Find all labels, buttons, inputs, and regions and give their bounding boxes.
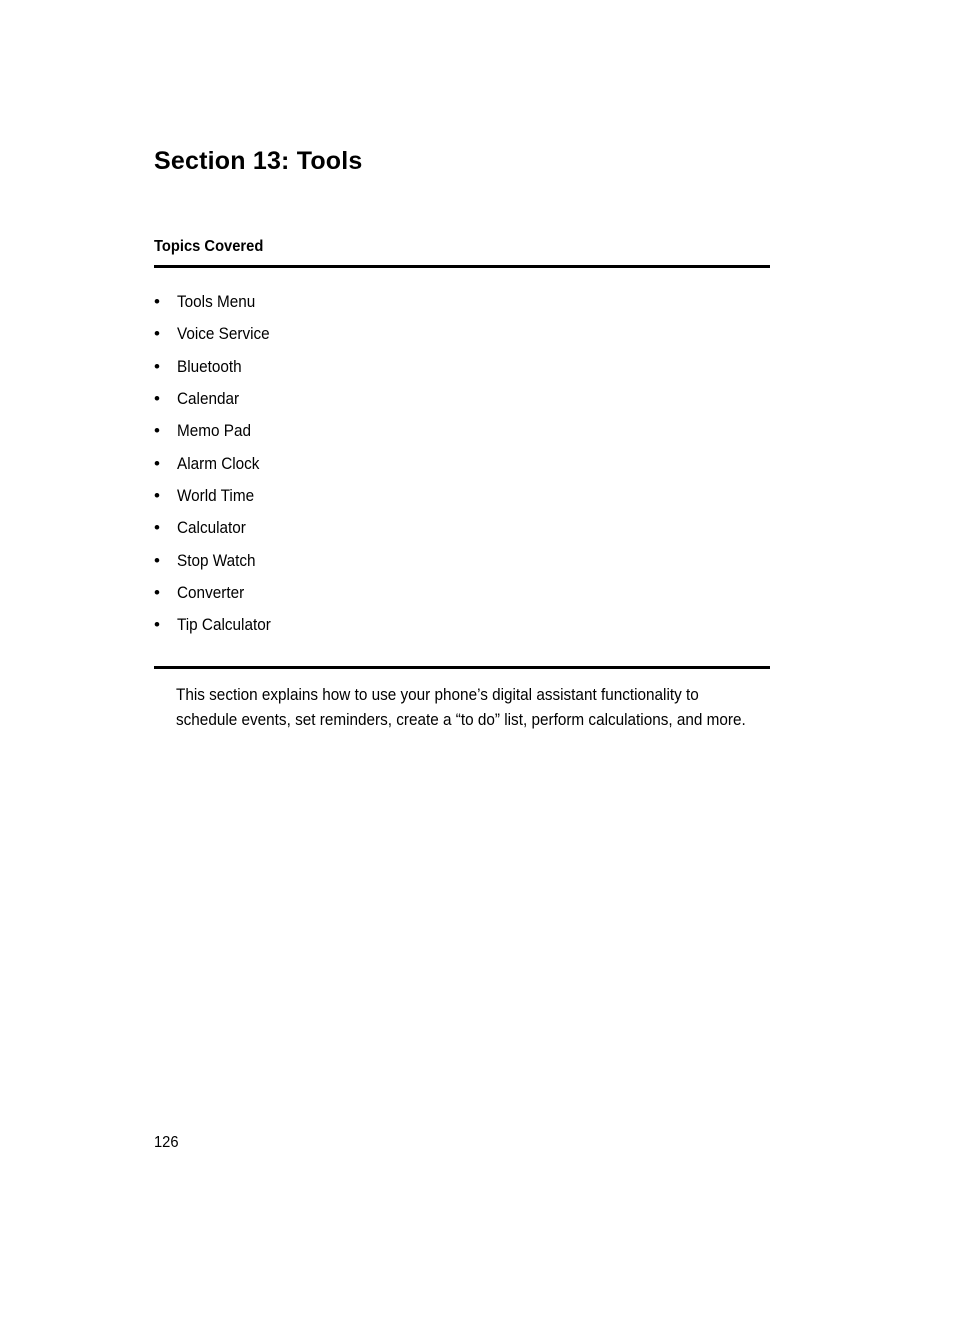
topic-tip-calculator: Tip Calculator — [177, 615, 271, 635]
topic-tools-menu: Tools Menu — [177, 292, 256, 312]
list-item — [154, 609, 281, 641]
list-item — [154, 318, 281, 350]
page-number: 126 — [154, 1134, 179, 1151]
topic-converter: Converter — [177, 582, 245, 602]
topics-heading: Topics Covered — [154, 238, 264, 255]
list-item — [154, 447, 281, 479]
topics-bottom-divider — [154, 666, 770, 669]
list-item — [154, 577, 281, 609]
page-title: Section 13: Tools — [154, 147, 363, 175]
bullet-icon: • — [154, 389, 160, 409]
bullet-icon: • — [154, 356, 160, 376]
bullet-icon: • — [154, 518, 160, 538]
topic-calendar: Calendar — [177, 389, 240, 409]
bullet-icon: • — [154, 453, 160, 473]
topic-stop-watch: Stop Watch — [177, 550, 256, 570]
list-item — [154, 415, 281, 447]
topic-memo-pad: Memo Pad — [177, 421, 251, 441]
list-item — [154, 480, 281, 512]
list-item — [154, 351, 281, 383]
bullet-icon: • — [154, 615, 160, 635]
topics-top-divider — [154, 265, 770, 268]
topic-world-time: World Time — [177, 485, 255, 505]
topic-calculator: Calculator — [177, 518, 246, 538]
topics-list — [154, 286, 281, 641]
topic-alarm-clock: Alarm Clock — [177, 453, 260, 473]
list-item — [154, 512, 281, 544]
list-item — [154, 544, 281, 576]
list-item — [154, 286, 281, 318]
bullet-icon: • — [154, 550, 160, 570]
intro-paragraph: This section explains how to use your phone’s digital assistant functionality to schedule events, set reminders, create a “to do” list, perform calculations, and more. — [176, 685, 746, 729]
topic-bluetooth: Bluetooth — [177, 356, 242, 376]
topic-voice-service: Voice Service — [177, 324, 270, 344]
list-item — [154, 383, 281, 415]
bullet-icon: • — [154, 292, 160, 312]
bullet-icon: • — [154, 485, 160, 505]
bullet-icon: • — [154, 421, 160, 441]
bullet-icon: • — [154, 582, 160, 602]
bullet-icon: • — [154, 324, 160, 344]
